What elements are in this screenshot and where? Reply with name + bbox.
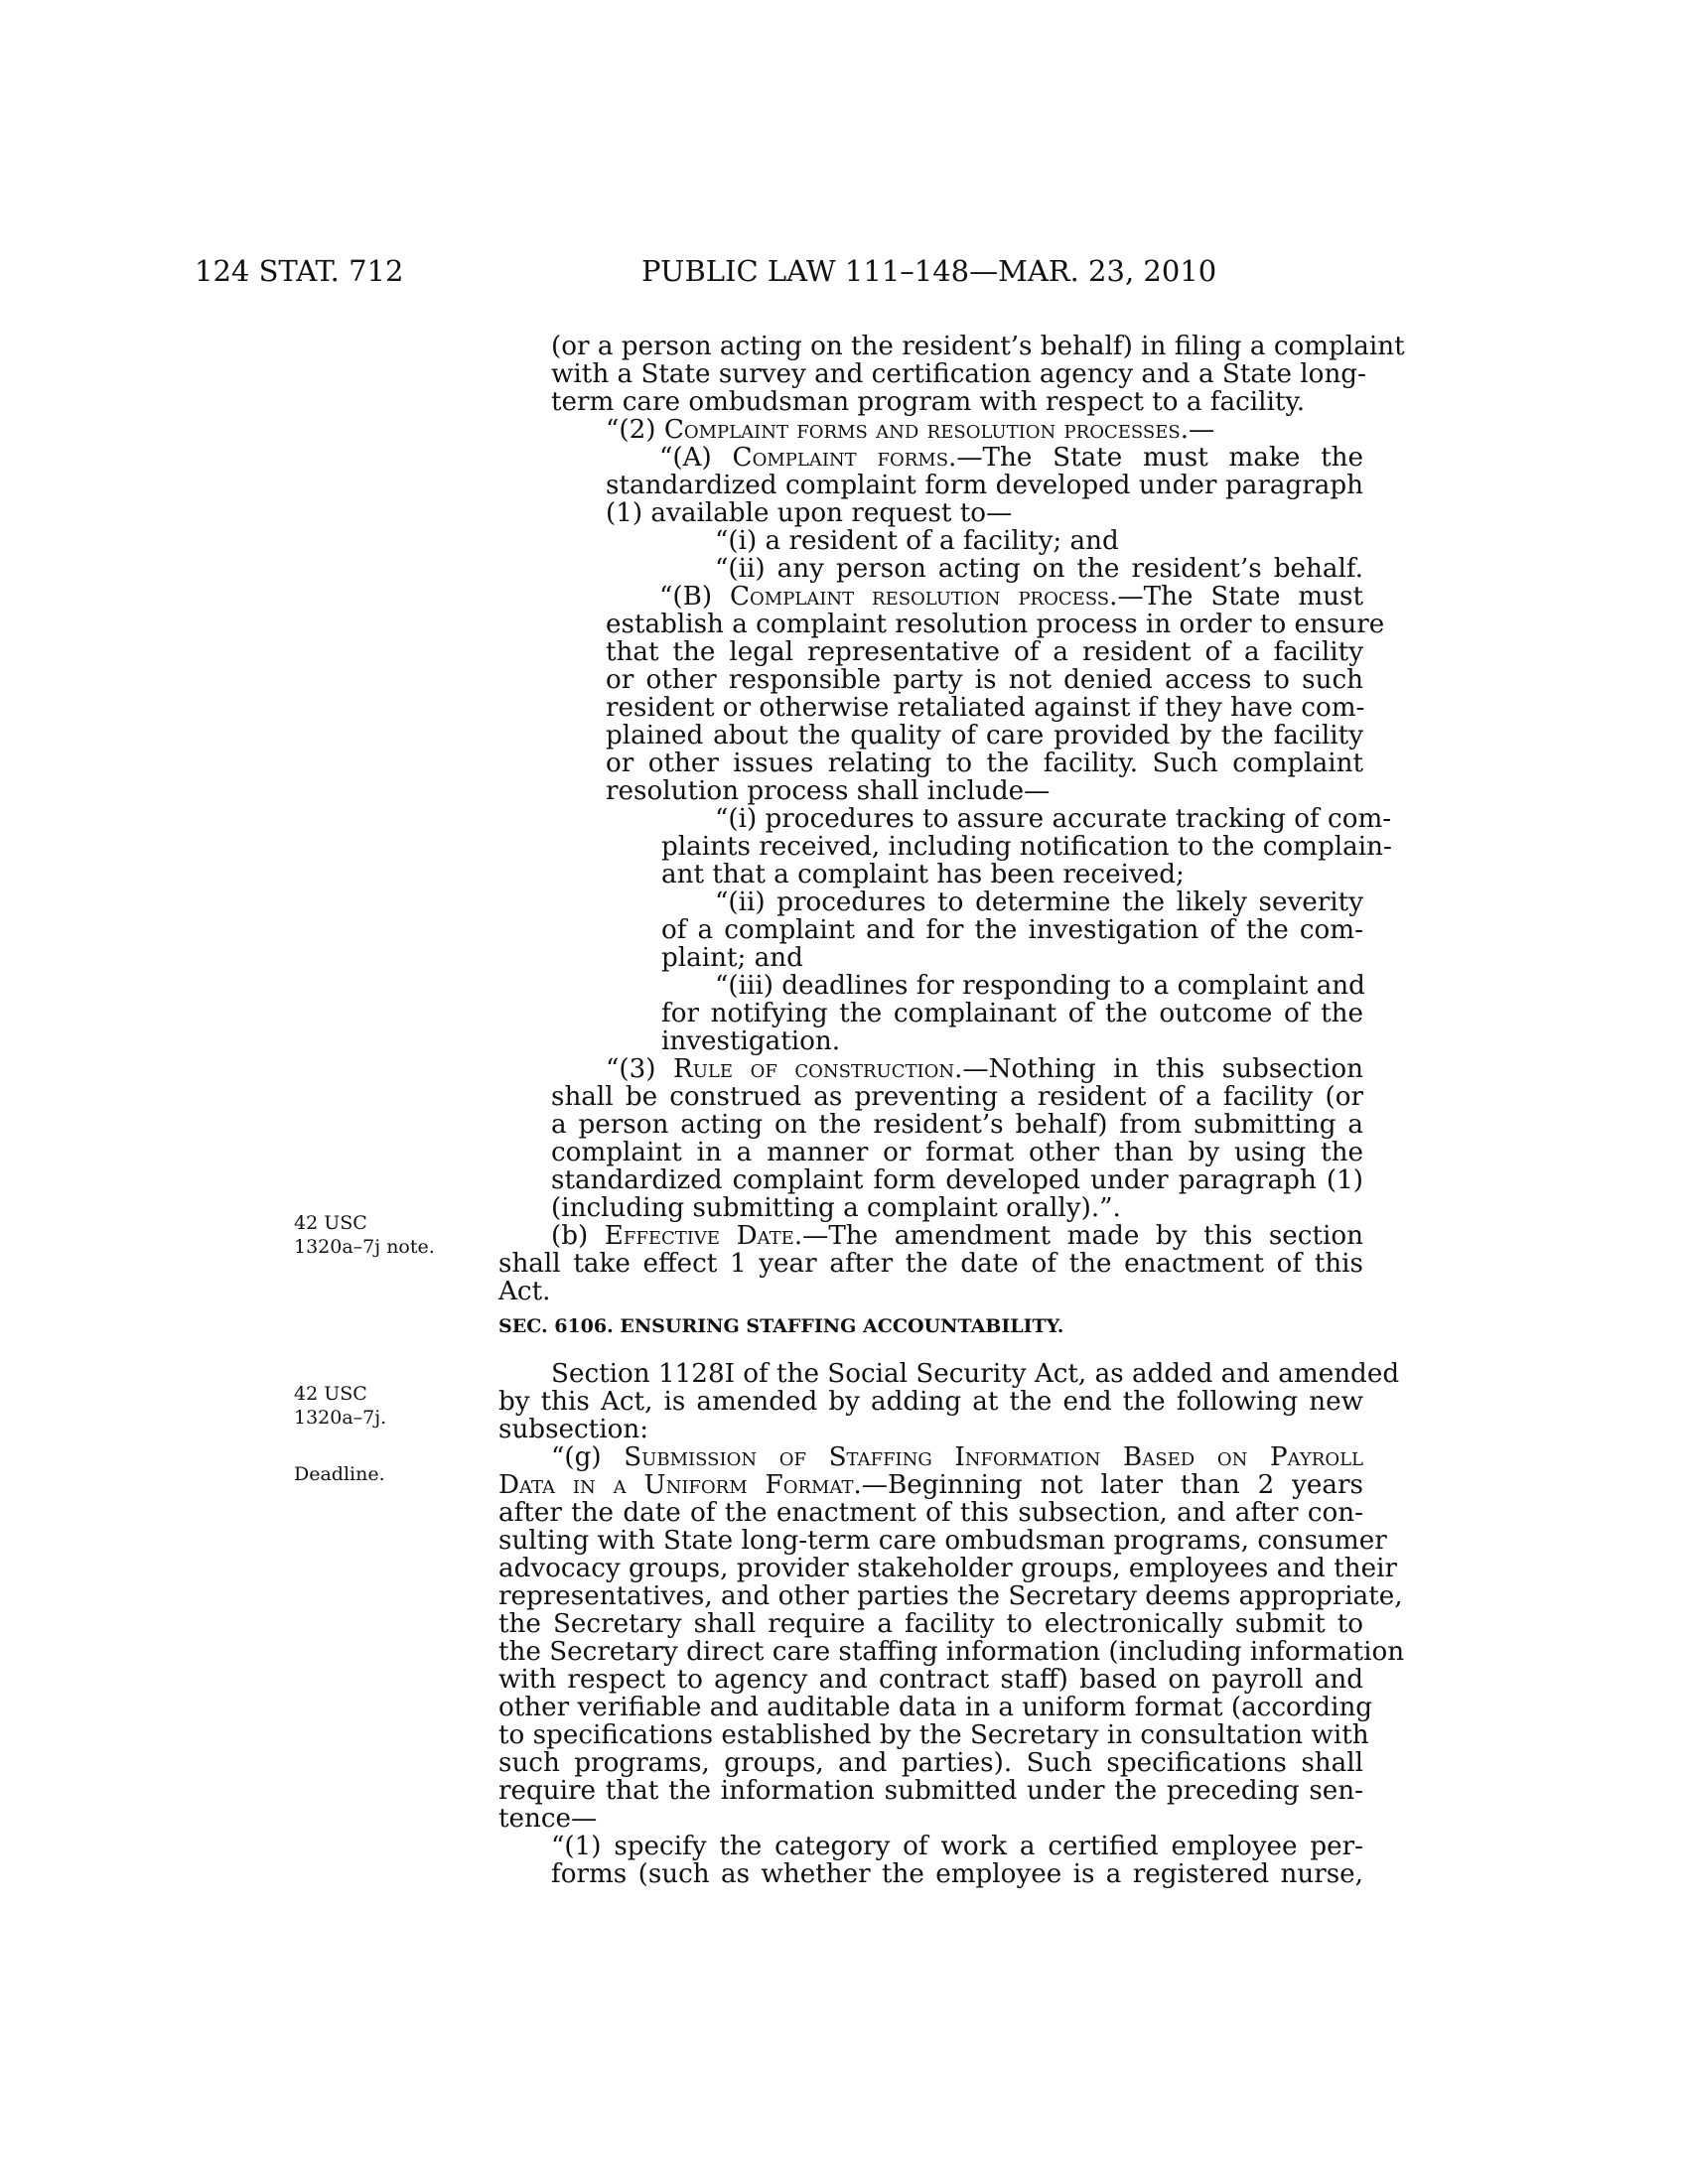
small-caps-heading: Complaint resolution process (729, 582, 1110, 612)
text-line: or other responsible party is not denied access to such (606, 665, 1363, 695)
text-line: (1) available upon request to— (606, 498, 1013, 528)
text-line: for notifying the complainant of the outcome of the (661, 999, 1363, 1028)
margin-note-citation: 42 USC (294, 1383, 367, 1405)
text-line: (or a person acting on the resident’s behalf) in filing a complaint (551, 332, 1405, 361)
text-line: establish a complaint resolution process in order to ensure (606, 610, 1385, 639)
text-line: “(1) specify the category of work a certified employee per- (551, 1832, 1363, 1861)
text-line: standardized complaint form developed under paragraph (1) (551, 1165, 1363, 1195)
text-line: of a complaint and for the investigation of the com- (661, 915, 1363, 945)
text-line: such programs, groups, and parties). Such specifications shall (498, 1748, 1363, 1778)
text-line: “(i) procedures to assure accurate tracking of com- (715, 804, 1392, 834)
text-line: to specifications established by the Secretary in consultation with (498, 1720, 1369, 1750)
text-line: Data in a Uniform Format.—Beginning not later than 2 years (498, 1470, 1363, 1500)
text-line: “(B) Complaint resolution process.—The State must (659, 582, 1364, 612)
margin-note-deadline: Deadline. (294, 1463, 385, 1485)
text-line: other verifiable and auditable data in a uniform format (according (498, 1693, 1373, 1722)
text-line: (b) Effective Date.—The amendment made by this section (551, 1221, 1363, 1251)
text-line: a person acting on the resident’s behalf) from submitting a (551, 1110, 1363, 1140)
text-line: after the date of the enactment of this subsection, and after con- (498, 1498, 1363, 1528)
text-line: “(iii) deadlines for responding to a complaint and (715, 971, 1365, 1001)
text-line: plaint; and (661, 943, 803, 973)
text-line: investigation. (661, 1026, 841, 1056)
text-line: plained about the quality of care provided by the facility (606, 721, 1363, 751)
small-caps-heading: Data in a Uniform Format (498, 1470, 854, 1500)
small-caps-heading: Submission of Staffing Information Based on Payroll (624, 1442, 1363, 1472)
small-caps-heading: Complaint forms and resolution processes. (663, 415, 1190, 445)
text-line: complaint in a manner or format other than by using the (551, 1138, 1363, 1167)
margin-note-citation: 1320a–7j note. (294, 1236, 435, 1258)
text-line: representatives, and other parties the Secretary deems appropriate, (498, 1581, 1403, 1611)
text-line: “(i) a resident of a facility; and (715, 526, 1119, 556)
text-line: resolution process shall include— (606, 776, 1051, 806)
margin-note-citation: 1320a–7j. (294, 1407, 387, 1429)
text-line: sulting with State long-term care ombudsman programs, consumer (498, 1526, 1387, 1556)
text-line: resident or otherwise retaliated against if they have com- (606, 693, 1365, 723)
text-line: or other issues relating to the facility. Such complaint (606, 749, 1363, 778)
text-line: “(3) Rule of construction.—Nothing in this subsection (606, 1054, 1363, 1084)
small-caps-heading: Effective Date (604, 1221, 794, 1251)
small-caps-heading: Complaint forms (732, 443, 949, 473)
text-line: forms (such as whether the employee is a registered nurse, (551, 1859, 1363, 1889)
text-line: Act. (498, 1277, 551, 1306)
text-line: ant that a complaint has been received; (661, 860, 1185, 889)
text-line: “(2) Complaint forms and resolution processes.— (606, 415, 1215, 445)
text-line: Section 1128I of the Social Security Act, as added and amended (551, 1359, 1400, 1389)
text-line: with respect to agency and contract staff) based on payroll and (498, 1665, 1363, 1695)
text-line: “(ii) any person acting on the resident’s behalf. (715, 554, 1363, 584)
text-line: “(g) Submission of Staffing Information Based on Payroll (551, 1442, 1363, 1472)
text-line: “(A) Complaint forms.—The State must make the (659, 443, 1363, 473)
text-line: that the legal representative of a resident of a facility (606, 637, 1363, 667)
text-line: “(ii) procedures to determine the likely severity (715, 887, 1363, 917)
text-line: the Secretary shall require a facility to electronically submit to (498, 1609, 1363, 1639)
statute-page-number: 124 STAT. 712 (195, 254, 404, 288)
text-line: with a State survey and certification agency and a State long- (551, 359, 1366, 389)
small-caps-heading: Rule of construction (673, 1054, 955, 1084)
text-line: standardized complaint form developed under paragraph (606, 471, 1363, 500)
text-line: advocacy groups, provider stakeholder groups, employees and their (498, 1554, 1398, 1583)
text-line: subsection: (498, 1415, 649, 1444)
text-line: (including submitting a complaint orally).”. (551, 1193, 1121, 1223)
text-line: by this Act, is amended by adding at the end the following new (498, 1387, 1363, 1417)
text-line: shall take effect 1 year after the date of the enactment of this (498, 1249, 1363, 1279)
page-running-title: PUBLIC LAW 111–148—MAR. 23, 2010 (641, 254, 1217, 288)
text-line: the Secretary direct care staffing information (including information (498, 1637, 1405, 1667)
text-line: term care ombudsman program with respect to a facility. (551, 387, 1306, 417)
text-line: plaints received, including notification to the complain- (661, 832, 1392, 862)
text-line: tence— (498, 1804, 598, 1834)
margin-note-citation: 42 USC (294, 1212, 367, 1234)
text-line: require that the information submitted under the preceding sen- (498, 1776, 1363, 1806)
section-heading: SEC. 6106. ENSURING STAFFING ACCOUNTABILITY. (498, 1315, 1064, 1337)
text-line: shall be construed as preventing a resident of a facility (or (551, 1082, 1363, 1112)
